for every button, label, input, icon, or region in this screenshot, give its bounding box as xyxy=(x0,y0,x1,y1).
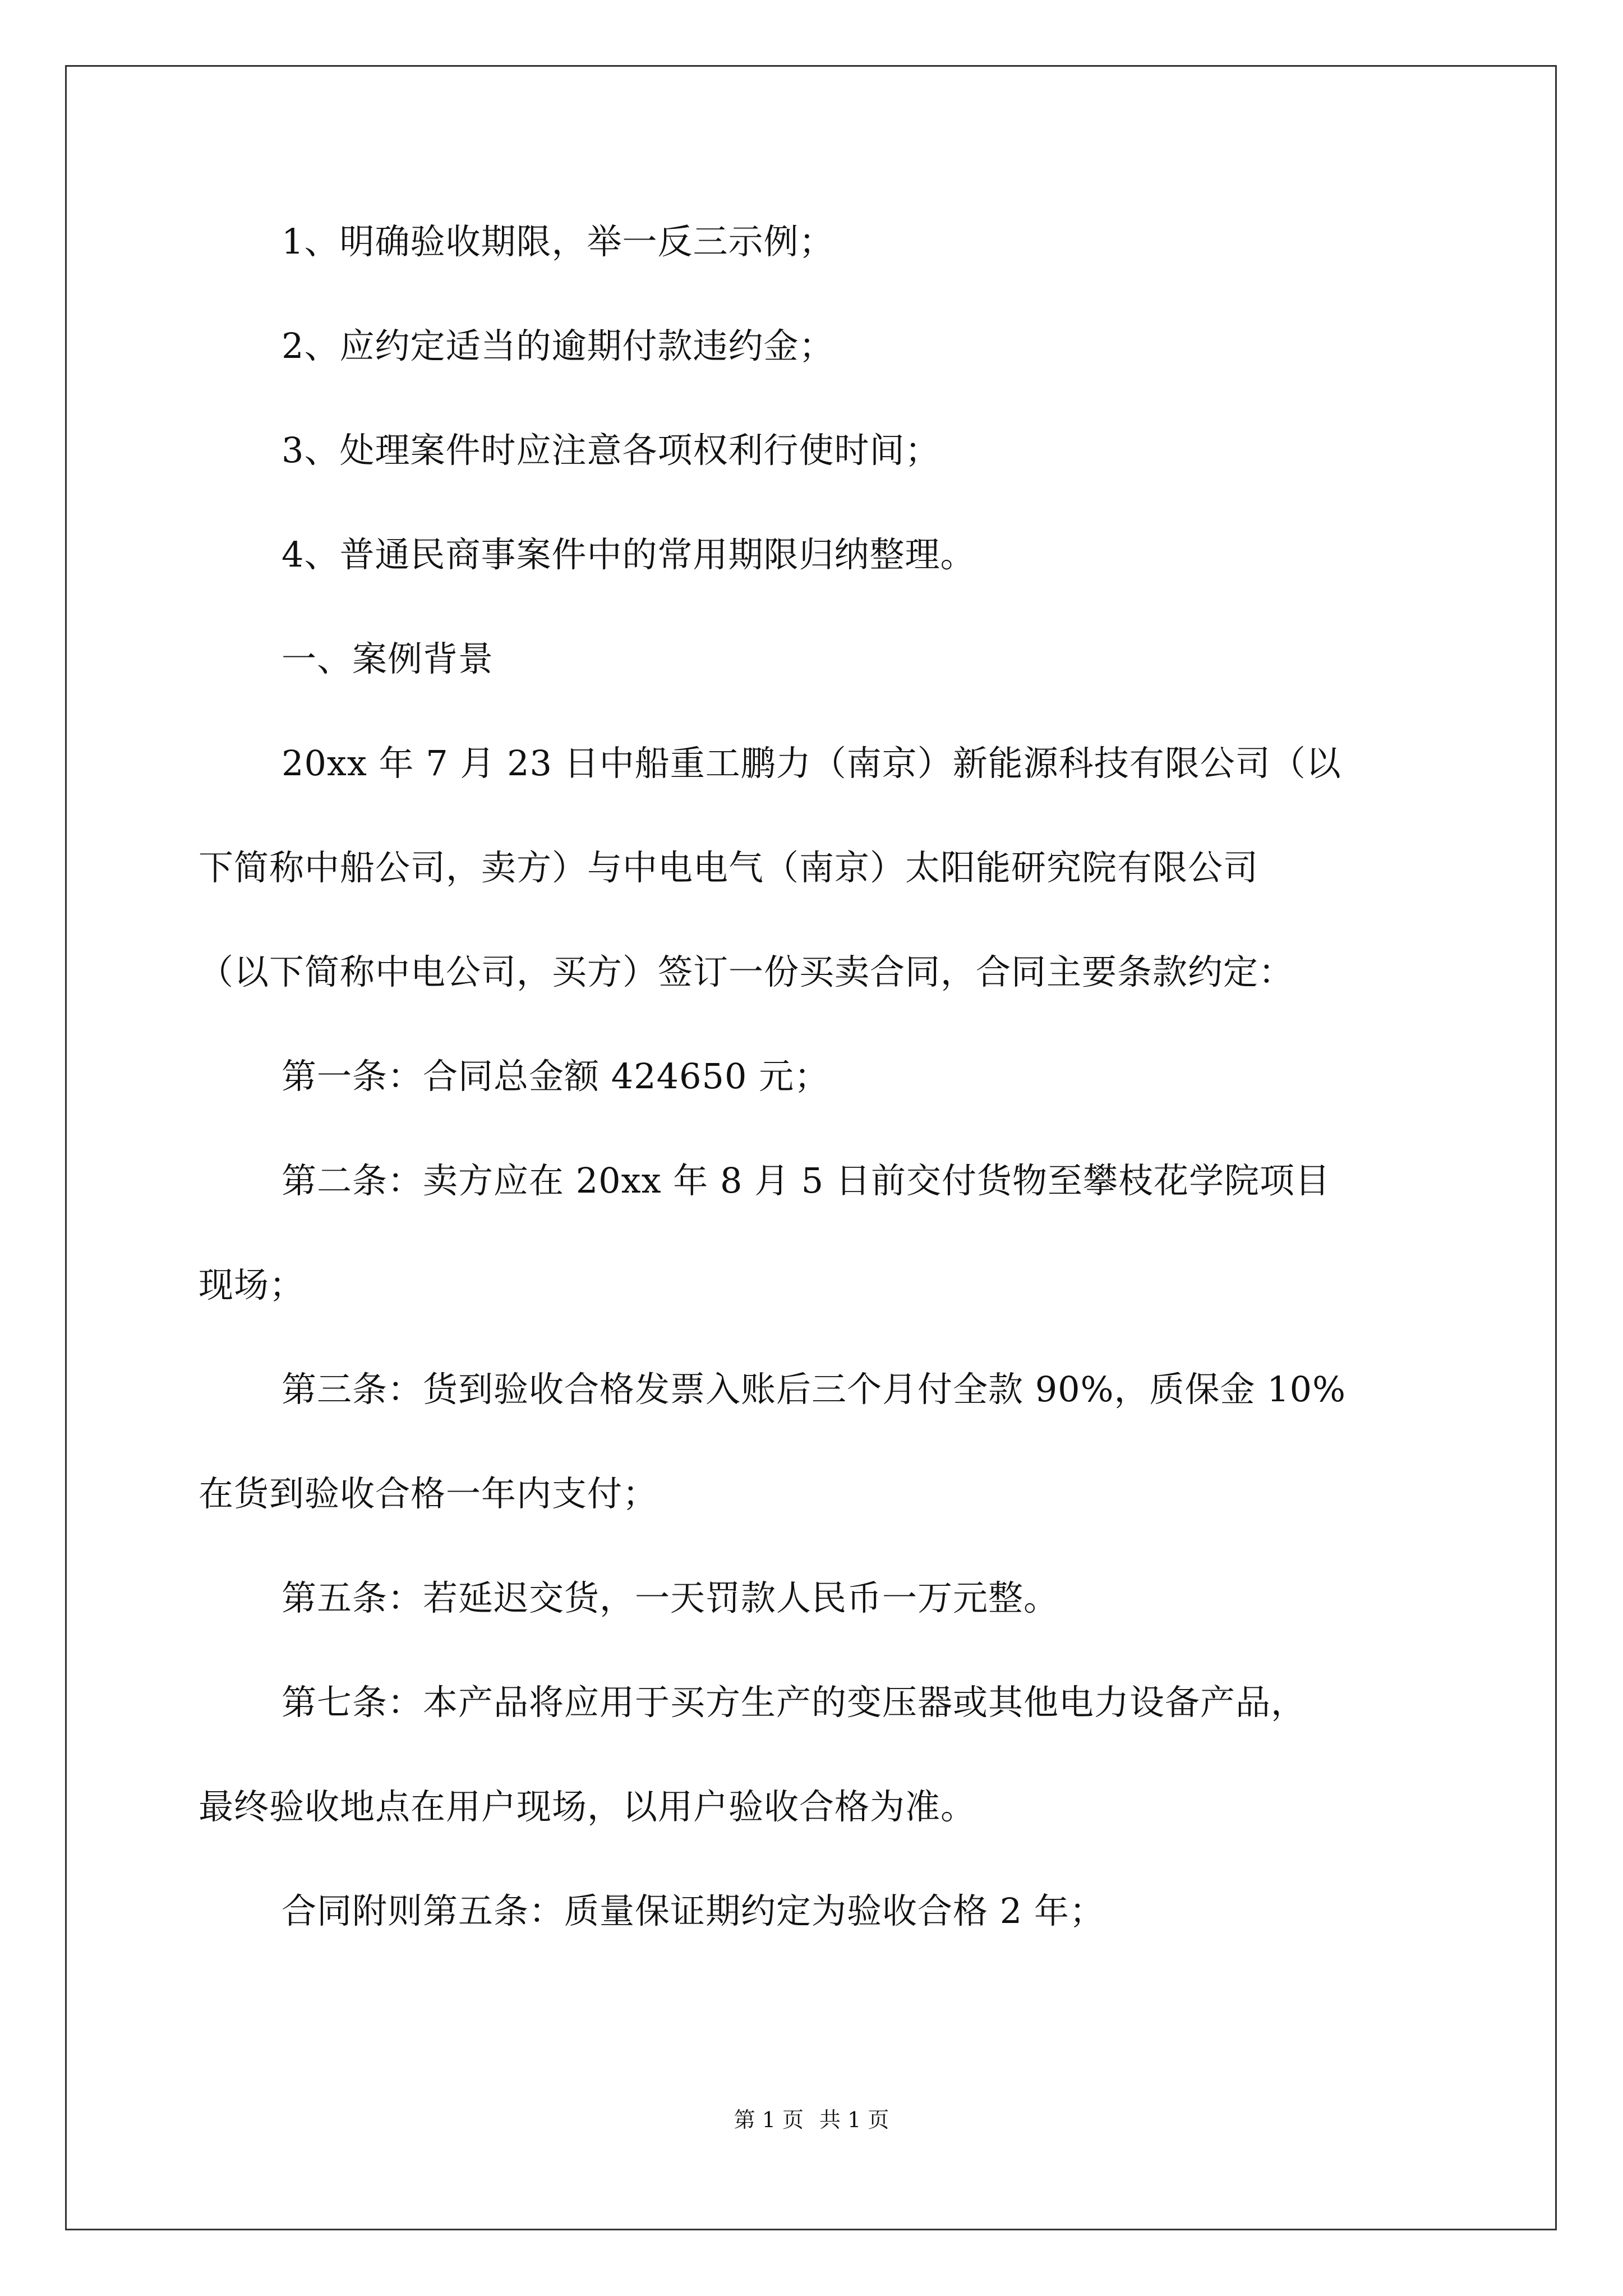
background-paragraph-line-2: 下简称中船公司，卖方）与中电电气（南京）太阳能研究院有限公司 xyxy=(199,847,1259,888)
list-item-4: 4、普通民商事案件中的常用期限归纳整理。 xyxy=(282,534,976,575)
page-total: 共 1 页 xyxy=(819,2108,889,2132)
clause-5: 第五条：若延迟交货，一天罚款人民币一万元整。 xyxy=(282,1577,1059,1618)
section-heading: 一、案例背景 xyxy=(282,638,494,679)
clause-2-line-1: 第二条：卖方应在 20xx 年 8 月 5 日前交付货物至攀枝花学院项目 xyxy=(282,1160,1330,1201)
list-item-3: 3、处理案件时应注意各项权利行使时间； xyxy=(282,430,940,471)
clause-3-line-1: 第三条：货到验收合格发票入账后三个月付全款 90%，质保金 10% xyxy=(282,1369,1347,1410)
list-item-2: 2、应约定适当的逾期付款违约金； xyxy=(282,325,834,366)
clause-7-line-1: 第七条：本产品将应用于买方生产的变压器或其他电力设备产品， xyxy=(282,1682,1307,1723)
clause-7-line-2: 最终验收地点在用户现场，以用户验收合格为准。 xyxy=(199,1786,976,1827)
clause-1: 第一条：合同总金额 424650 元； xyxy=(282,1056,830,1097)
list-item-1: 1、明确验收期限，举一反三示例； xyxy=(282,221,834,262)
page-footer xyxy=(0,2109,1623,2131)
background-paragraph-line-1: 20xx 年 7 月 23 日中船重工鹏力（南京）新能源科技有限公司（以 xyxy=(282,743,1341,784)
clause-3-line-2: 在货到验收合格一年内支付； xyxy=(199,1473,658,1514)
background-paragraph-line-3: （以下简称中电公司，买方）签订一份买卖合同，合同主要条款约定： xyxy=(199,951,1294,992)
page-number: 第 1 页 xyxy=(734,2108,804,2132)
appendix-clause-5: 合同附则第五条：质量保证期约定为验收合格 2 年； xyxy=(282,1890,1105,1931)
clause-2-line-2: 现场； xyxy=(199,1264,305,1305)
